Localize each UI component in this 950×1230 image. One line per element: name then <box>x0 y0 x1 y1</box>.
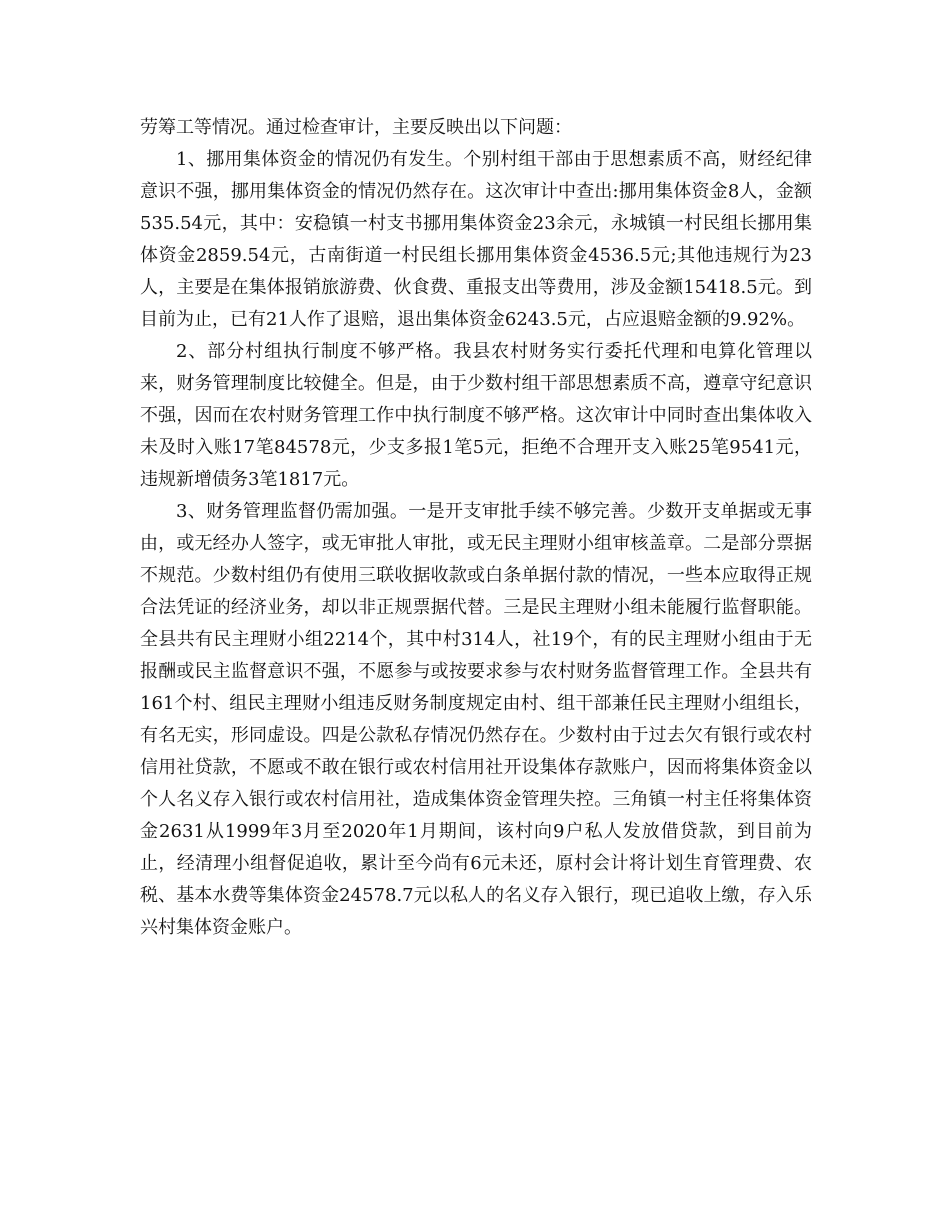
paragraph-intro: 劳筹工等情况。通过检查审计，主要反映出以下问题： <box>140 117 572 138</box>
paragraph-issue-2: 2、部分村组执行制度不够严格。我县农村财务实行委托代理和电算化管理以来，财务管理制度比较健全。但是，由于少数村组干部思想素质不高，遵章守纪意识不强，因而在农村财务管理工作中执行制度不够严格。这次审计中同时查出集体收入未及时入账17笔84578元，少支多报1笔5元，拒绝不合理开支入账25笔9541元，违规新增债务3笔1817元。 <box>140 341 812 490</box>
paragraph-issue-3: 3、财务管理监督仍需加强。一是开支审批手续不够完善。少数开支单据或无事由，或无经办人签字，或无审批人审批，或无民主理财小组审核盖章。二是部分票据不规范。少数村组仍有使用三联收据收款或白条单据付款的情况，一些本应取得正规合法凭证的经济业务，却以非正规票据代替。三是民主理财小组未能履行监督职能。全县共有民主理财小组2214个，其中村314人，社19个，有的民主理财小组由于无报酬或民主监督意识不强，不愿参与或按要求参与农村财务监督管理工作。全县共有161个村、组民主理财小组违反财务制度规定由村、组干部兼任民主理财小组组长，有名无实，形同虚设。四是公款私存情况仍然存在。少数村由于过去欠有银行或农村信用社贷款，不愿或不敢在银行或农村信用社开设集体存款账户，因而将集体资金以个人名义存入银行或农村信用社，造成集体资金管理失控。三角镇一村主任将集体资金2631从1999年3月至2020年1月期间，该村向9户私人发放借贷款，到目前为止，经清理小组督促追收，累计至今尚有6元未还，原村会计将计划生育管理费、农税、基本水费等集体资金24578.7元以私人的名义存入银行，现已追收上缴，存入乐兴村集体资金账户。 <box>140 501 812 938</box>
paragraph-issue-1: 1、挪用集体资金的情况仍有发生。个别村组干部由于思想素质不高，财经纪律意识不强，挪用集体资金的情况仍然存在。这次审计中查出:挪用集体资金8人，金额535.54元，其中：安稳镇一村支书挪用集体资金23余元，永城镇一村民组长挪用集体资金2859.54元，古南街道一村民组长挪用集体资金4536.5元;其他违规行为23人，主要是在集体报销旅游费、伙食费、重报支出等费用，涉及金额15418.5元。到目前为止，已有21人作了退赔，退出集体资金6243.5元，占应退赔金额的9.92%。 <box>140 149 812 330</box>
document-body <box>140 112 812 944</box>
